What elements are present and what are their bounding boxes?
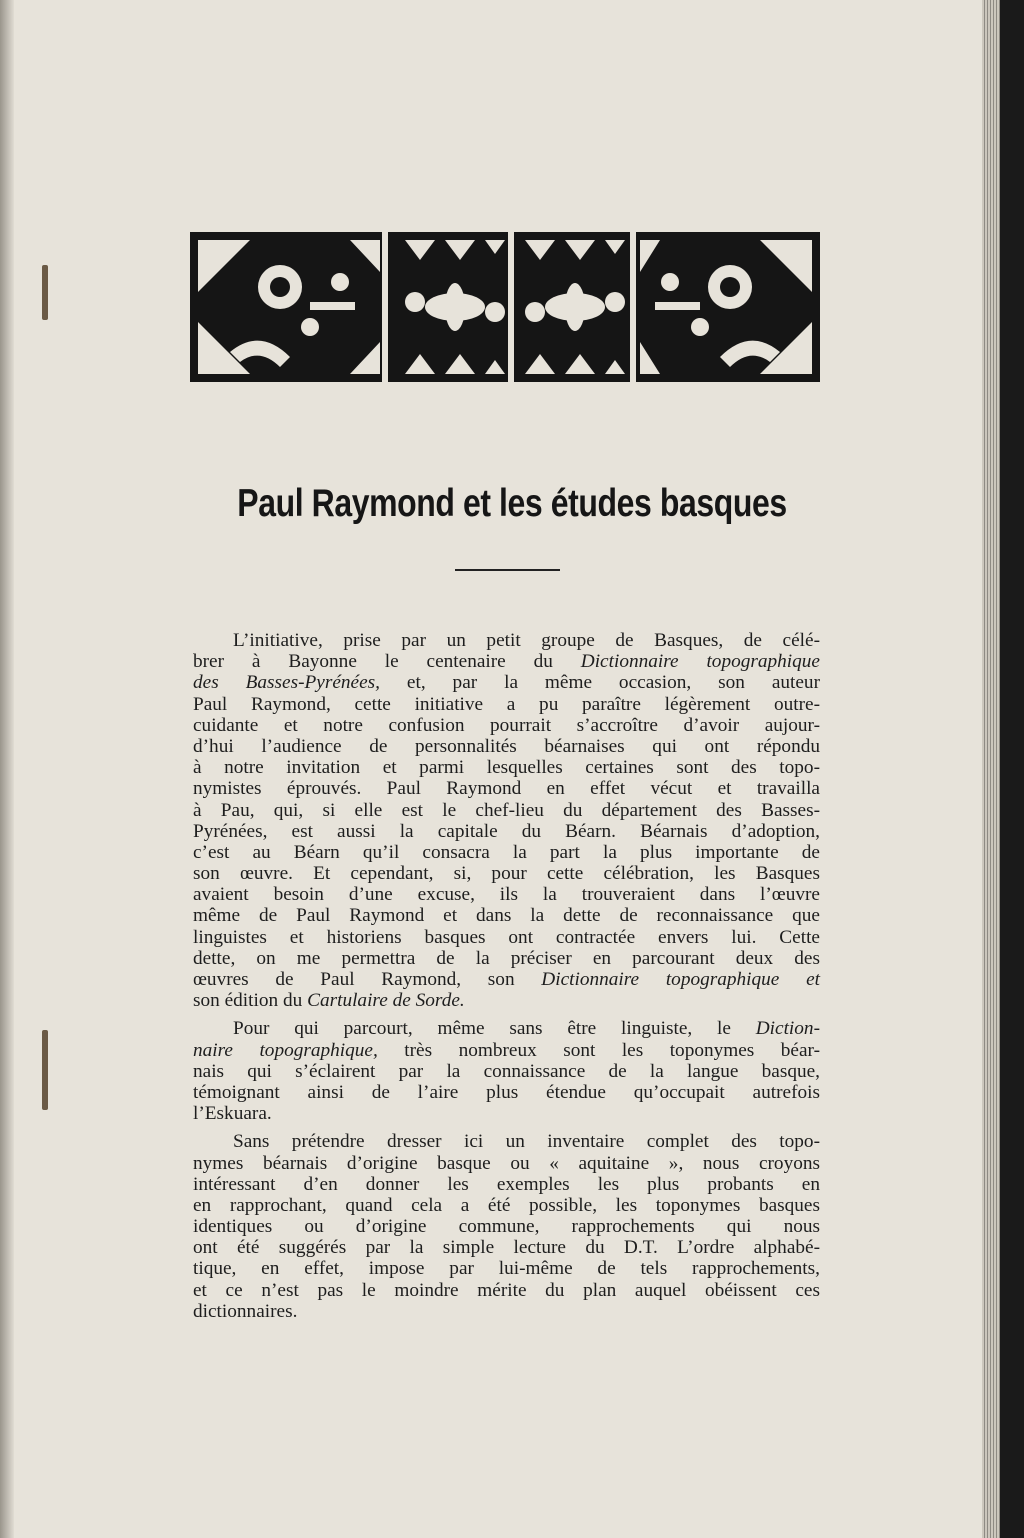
text: Pyrénées, est aussi la capitale du Béarn. Béarnais d’adoption, <box>193 820 820 842</box>
text: son édition du <box>193 990 308 1012</box>
basque-ornament-banner <box>190 232 820 382</box>
text: d’hui l’audience de personnalités béarnaises qui ont répondu <box>193 735 820 757</box>
text-line <box>193 736 820 757</box>
text-line <box>193 927 820 948</box>
paragraph <box>193 1018 820 1124</box>
text-line <box>193 1082 820 1103</box>
text: tique, en effet, impose par lui-même de tels rapprochements, <box>193 1258 820 1280</box>
text: Paul Raymond, cette initiative a pu paraître légèrement outre- <box>193 693 820 715</box>
text-line <box>193 884 820 905</box>
text-line <box>193 1061 820 1082</box>
text: nais qui s’éclairent par la connaissance de la langue basque, <box>193 1060 820 1082</box>
text-line <box>193 1195 820 1216</box>
text: l’Eskuara. <box>193 1103 272 1125</box>
text: témoignant ainsi de l’aire plus étendue qu’occupait autrefois <box>193 1081 820 1103</box>
text: identiques ou d’origine commune, rapprochements qui nous <box>193 1216 820 1238</box>
text-line <box>193 1040 820 1061</box>
staple-top <box>42 265 48 320</box>
page-edges <box>982 0 1000 1538</box>
text-line <box>193 1280 820 1301</box>
text-line <box>193 842 820 863</box>
text: son œuvre. Et cependant, si, pour cette célébration, les Basques <box>193 863 820 885</box>
text-line <box>193 1174 820 1195</box>
text: Pour qui parcourt, même sans être linguiste, le <box>233 1018 756 1040</box>
text: dette, on me permettra de la préciser en parcourant deux des <box>193 947 820 969</box>
italic-text: Dictionnaire topographique et <box>541 969 820 990</box>
italic-text: naire topographique, <box>193 1039 378 1061</box>
staple-bottom <box>42 1030 48 1110</box>
text-line <box>193 778 820 799</box>
text-line <box>193 651 820 672</box>
text: cuidante et notre confusion pourrait s’accroître d’avoir aujour- <box>193 714 820 736</box>
text-line <box>193 1258 820 1279</box>
text: œuvres de Paul Raymond, son <box>193 969 542 990</box>
text-line <box>193 1131 820 1152</box>
text: et ce n’est pas le moindre mérite du plan auquel obéissent ces <box>193 1279 820 1301</box>
text-line <box>193 757 820 778</box>
text-line <box>193 863 820 884</box>
text-line <box>193 905 820 926</box>
text: et, par la même occasion, son auteur <box>380 672 820 694</box>
text: L’initiative, prise par un petit groupe de Basques, de célé- <box>233 630 820 651</box>
title-divider <box>455 569 560 571</box>
text-line <box>193 1216 820 1237</box>
text-line <box>193 800 820 821</box>
article-title: Paul Raymond et les études basques <box>237 482 787 525</box>
page-gutter <box>0 0 14 1538</box>
text: ont été suggérés par la simple lecture du D.T. L’ordre alphabé- <box>193 1237 820 1259</box>
text: à notre invitation et parmi lesquelles certaines sont des topo- <box>193 757 820 779</box>
text: linguistes et historiens basques ont contractée envers lui. Cette <box>193 926 820 948</box>
text-line <box>193 694 820 715</box>
text-line <box>193 1103 820 1124</box>
text-line <box>193 715 820 736</box>
text-line <box>193 672 820 693</box>
article-body <box>193 630 820 1329</box>
text: dictionnaires. <box>193 1300 298 1322</box>
text-line <box>193 1153 820 1174</box>
text-line <box>193 1301 820 1322</box>
text: même de Paul Raymond et dans la dette de reconnaissance que <box>193 905 820 927</box>
italic-text: des Basses-Pyrénées, <box>193 672 380 694</box>
text: à Pau, qui, si elle est le chef-lieu du département des Basses- <box>193 799 820 821</box>
text: en rapprochant, quand cela a été possible, les toponymes basques <box>193 1194 820 1216</box>
italic-text: Diction- <box>755 1018 820 1040</box>
text-line <box>193 948 820 969</box>
text: c’est au Béarn qu’il consacra la part la plus importante de <box>193 841 820 863</box>
text-line <box>193 990 820 1011</box>
italic-text: Dictionnaire topographique <box>580 651 820 673</box>
text-line <box>193 630 820 651</box>
text-line <box>193 969 820 990</box>
text-line <box>193 1018 820 1039</box>
text: nymistes éprouvés. Paul Raymond en effet vécut et travailla <box>193 778 820 800</box>
text: avaient besoin d’une excuse, ils la trouveraient dans l’œuvre <box>193 884 820 906</box>
paragraph <box>193 630 820 1011</box>
text: intéressant d’en donner les exemples les plus probants en <box>193 1173 820 1195</box>
italic-text: Cartulaire de Sorde. <box>307 990 465 1012</box>
text-line <box>193 1237 820 1258</box>
text: Sans prétendre dresser ici un inventaire complet des topo- <box>233 1131 820 1153</box>
text: brer à Bayonne le centenaire du <box>193 651 581 673</box>
text-line <box>193 821 820 842</box>
text: nymes béarnais d’origine basque ou « aquitaine », nous croyons <box>193 1152 820 1174</box>
text: très nombreux sont les toponymes béar- <box>377 1039 820 1061</box>
paragraph <box>193 1131 820 1322</box>
